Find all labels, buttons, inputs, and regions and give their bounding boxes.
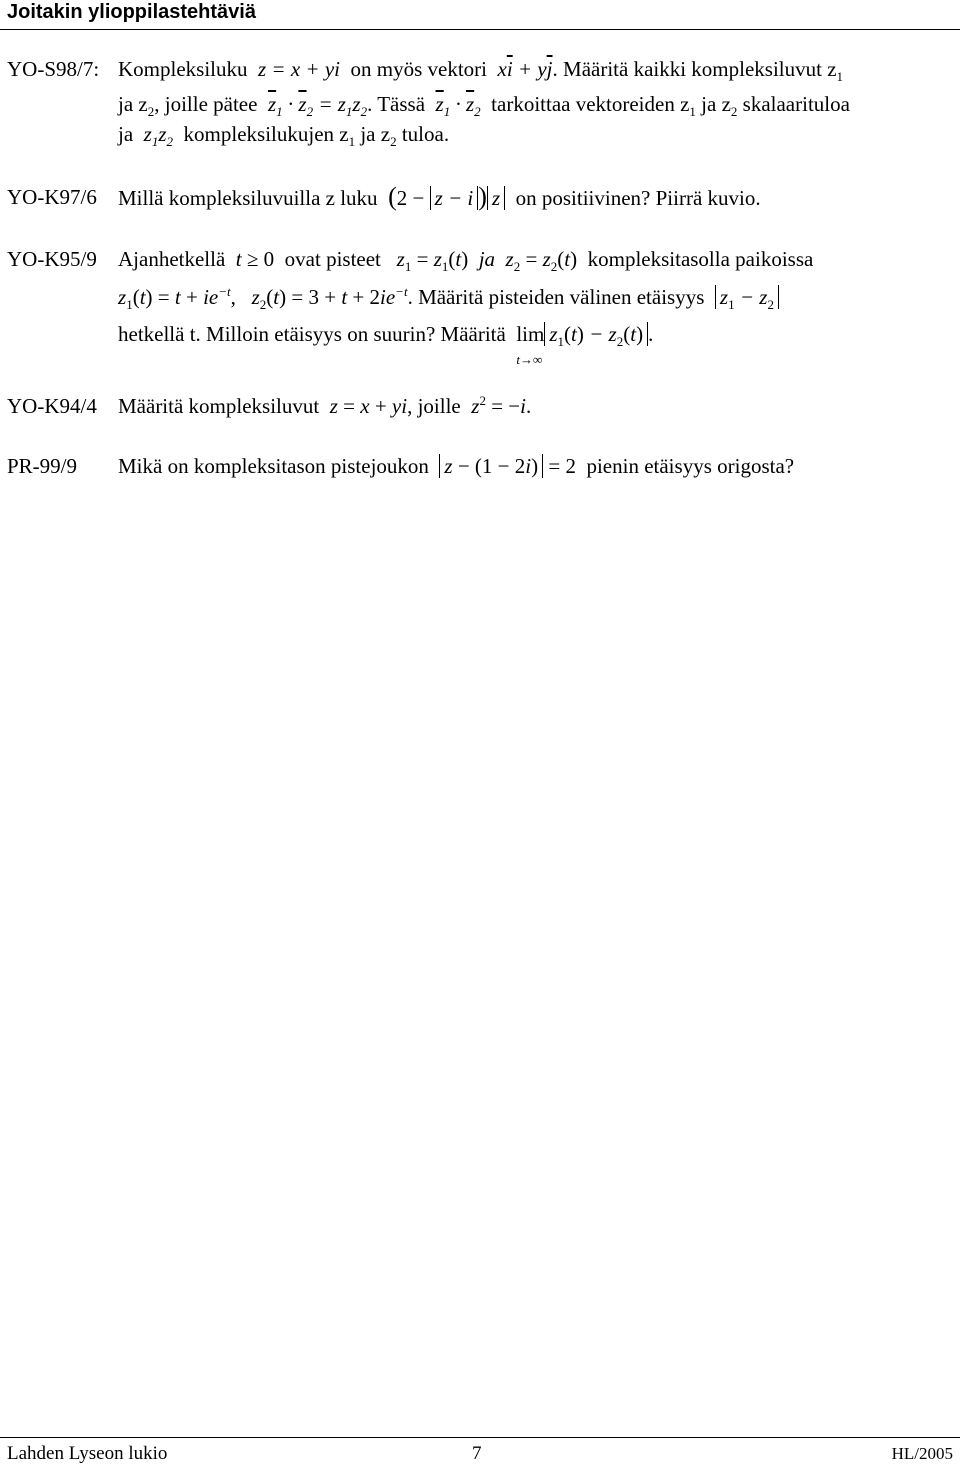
equation-z: z = x + yi: [329, 394, 408, 418]
equation-z2-of-t: $z_2(t) = 3 + t + 2ie^{-t}$: [251, 284, 408, 313]
footer-school: Lahden Lyseon lukio: [7, 1443, 168, 1464]
subscript: 2: [390, 134, 397, 150]
subscript: 1: [348, 134, 356, 150]
text: kompleksitasolla paikoissa: [587, 247, 814, 271]
text: on positiivinen? Piirrä kuvio.: [515, 186, 761, 210]
limit-subscript: t→∞: [516, 352, 543, 367]
text: .: [525, 394, 532, 418]
footer-rule: [0, 1437, 960, 1438]
limit-operator: lim: [516, 322, 545, 346]
text: skalaarituloa: [742, 92, 850, 116]
text: Ajanhetkellä: [118, 247, 226, 271]
subscript: 1: [689, 104, 696, 120]
text: ja z: [701, 92, 731, 116]
text: ja z: [118, 92, 148, 116]
subscript: 1: [836, 69, 844, 85]
text: kompleksilukujen z: [183, 122, 349, 146]
equation-z: z = x + yi: [258, 57, 340, 81]
footer-author: HL/2005: [891, 1444, 953, 1463]
problem-label-yo-k97-6: YO-K97/6: [7, 185, 97, 209]
equation-dot: $\overline{z}_1 \cdot \overline{z}_2$: [435, 92, 481, 120]
text: . Tässä: [367, 92, 426, 116]
subscript: 2: [730, 104, 738, 120]
equation-t: t ≥ 0: [235, 247, 275, 271]
text: ,: [230, 285, 236, 309]
text: on myös vektori: [350, 57, 487, 81]
problem-1-line-3: [118, 120, 449, 148]
problem-1-line-2: [118, 90, 850, 118]
problem-3-line-1: [118, 245, 813, 273]
page-title: Joitakin ylioppilastehtäviä: [7, 1, 256, 23]
text: tarkoittaa vektoreiden z: [491, 92, 690, 116]
equation-z1z2: $z_1z_2$: [143, 122, 174, 150]
page-number: 7: [472, 1443, 482, 1464]
text: . Määritä pisteiden välinen etäisyys: [407, 285, 705, 309]
problem-label-pr-99-9: PR-99/9: [7, 454, 78, 478]
equation-distance: $z_1 - z_2$: [715, 285, 779, 309]
equation-z1-of-t: $z_1(t) = t + ie^{-t}$: [118, 284, 231, 313]
problem-label-yo-k95-9: YO-K95/9: [7, 247, 97, 271]
equation-limit: $z_1(t) - z_2(t)$: [544, 322, 648, 346]
equation-circle: z − (1 − 2i) = 2: [439, 454, 576, 478]
problem-2-line-1: [118, 183, 761, 212]
equation-product: $\overline{z}_1 \cdot \overline{z}_2 = z_1z_2$: [267, 92, 368, 120]
equation-vector: $x\overline{i} + y\overline{j}$: [497, 57, 553, 81]
text: Mikä on kompleksitason pistejoukon: [118, 454, 429, 478]
text: tuloa.: [401, 122, 450, 146]
text: ovat pisteet: [284, 247, 381, 271]
text: Kompleksiluku: [118, 57, 248, 81]
text: hetkellä t. Milloin etäisyys on suurin? Määritä: [118, 322, 506, 346]
text: , joille pätee: [154, 92, 258, 116]
text: ja: [118, 122, 134, 146]
problem-5-line-1: [118, 452, 794, 480]
header-rule: [0, 29, 960, 30]
equation-positive: (2 − z − i ) z: [388, 186, 505, 210]
text: pienin etäisyys origosta?: [586, 454, 795, 478]
equation-points: $z_1 = z_1(t)$ ja $z_2 = z_2(t)$: [396, 247, 578, 275]
text: .: [648, 322, 654, 346]
problem-1-line-1: [118, 55, 843, 83]
problem-label-yo-k94-4: YO-K94/4: [7, 394, 97, 418]
problem-3-line-3: [118, 320, 654, 367]
problem-label-yo-s98-7: YO-S98/7:: [7, 57, 100, 81]
text: . Määritä kaikki kompleksiluvut z: [552, 57, 837, 81]
text: ja z: [360, 122, 391, 146]
problem-4-line-1: [118, 392, 531, 420]
text: Millä kompleksiluvuilla z luku: [118, 186, 378, 210]
text: Määritä kompleksiluvut: [118, 394, 320, 418]
limit: [516, 320, 545, 367]
problem-3-line-2: [118, 283, 779, 311]
equation-z-squared: $z^2 = -i$: [471, 393, 526, 418]
subscript: 2: [147, 104, 155, 120]
text: , joille: [407, 394, 461, 418]
